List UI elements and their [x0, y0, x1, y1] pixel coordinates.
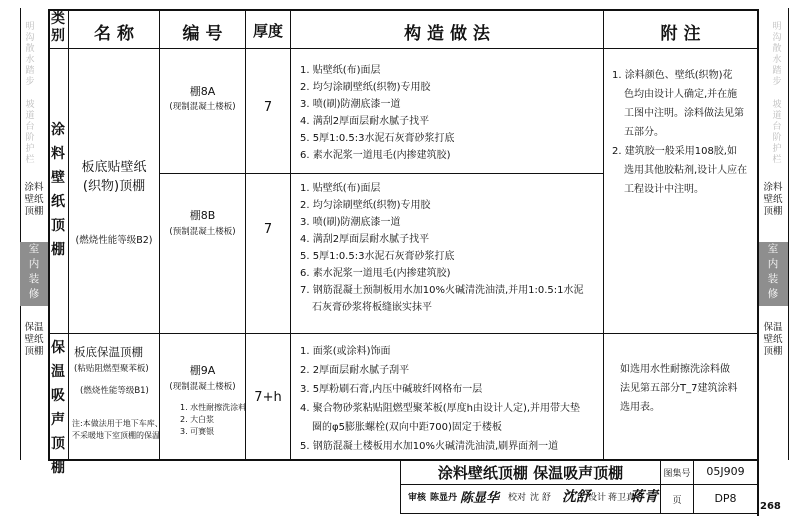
item-8a-thickness: 7 — [263, 100, 273, 115]
item-8b-code: 棚8B — [189, 209, 216, 222]
item-8b-code-sub: (预制混凝土楼板) — [169, 227, 236, 237]
header-method: 构 造 做 法 — [404, 24, 490, 44]
section2-name-note: 注:本做法用于地下车库、 不采暖地下室顶棚的保温 — [72, 419, 163, 440]
reviewer-name: 陈显丹 — [430, 493, 458, 503]
section2-name-sub1: (粘贴阻燃型聚苯板) — [74, 364, 149, 374]
item-8b-thickness: 7 — [263, 222, 273, 237]
item-8b-steps: 1. 贴壁纸(布)面层 2. 均匀涂刷壁纸(织物)专用胶 3. 喷(刷)防潮底漆一道 4. 满刮2厚面层耐水腻子找平 5. 5厚1:0.5:3水泥石灰膏砂浆打底 6. 素水泥浆一道甩毛(内掺建筑胶) 7. 钢筋混凝土预制板用水加10%火碱清洗油渍,并用1:0.5:1水泥 石灰膏砂浆将板缝嵌实抹平 — [300, 183, 584, 313]
left-tab-insulated-ceiling: 保温 壁纸 顶棚 — [24, 322, 44, 357]
right-tab-coated-ceiling: 涂料 壁纸 顶棚 — [763, 182, 783, 217]
page-label: 页 — [672, 496, 682, 506]
section2-name-sub2: (燃烧性能等级B1) — [80, 386, 149, 396]
section2-notes: 如选用水性耐擦洗涂料做 法见第五部分T_7建筑涂料 选用表。 — [620, 364, 738, 413]
item-9a-code: 棚9A — [189, 364, 216, 377]
section1-category: 涂 料 壁 纸 顶 棚 — [51, 122, 65, 258]
reviewer-signature: 陈显华 — [460, 491, 500, 506]
designer-name: 蒋卫真 — [608, 493, 636, 503]
checker-signature: 沈舒 — [562, 489, 590, 505]
right-tab-interior-finish: 室 内 装 修 — [758, 242, 788, 306]
section1-name-sub: (燃烧性能等级B2) — [75, 235, 153, 246]
drawing-title: 涂料壁纸顶棚 保温吸声顶棚 — [437, 464, 624, 482]
right-faded-tab-top: 明 沟 散 水 踏 步 — [772, 22, 782, 87]
page-code: DP8 — [714, 492, 737, 505]
section1-notes: 1. 涂料颜色、壁纸(织物)花 色均由设计人确定,并在施 工图中注明。涂料做法见第 五部分。 2. 建筑胶一般采用108胶,如 选用其他胶粘剂,设计人应在 工程设计中注明。 — [612, 70, 748, 195]
section2-name: 板底保温顶棚 — [74, 345, 143, 359]
section1-name: 板底贴壁纸 (织物)顶棚 — [81, 160, 147, 194]
right-faded-tab-mid: 坡 道 台 阶 护 栏 — [772, 100, 782, 165]
item-9a-code-list: 1. 水性耐擦洗涂料 2. 大白浆 3. 可赛银 — [180, 403, 247, 436]
left-tab-coated-ceiling: 涂料 壁纸 顶棚 — [24, 182, 44, 217]
section2-category: 保 温 吸 声 顶 棚 — [51, 340, 65, 476]
item-8a-code: 棚8A — [189, 85, 216, 98]
checker-name: 沈 舒 — [530, 493, 551, 503]
item-9a-code-sub: (现制混凝土楼板) — [169, 382, 236, 392]
atlas-label: 图集号 — [663, 469, 691, 479]
review-label: 审核 — [408, 493, 427, 503]
header-code: 编 号 — [182, 24, 223, 44]
header-name: 名 称 — [94, 24, 134, 44]
design-label: 设计 — [588, 493, 607, 503]
atlas-number: 05J909 — [706, 465, 745, 478]
item-9a-steps: 1. 面浆(或涂料)饰面 2. 2厚面层耐水腻子刮平 3. 5厚粉刷石膏,内压中碱玻纤网格布一层 4. 聚合物砂浆粘贴阻燃型聚苯板(厚度h由设计人定),并用带大垫 圈的φ5膨胀螺栓(双向中距700)固定于楼板 5. 钢筋混凝土楼板用水加10%火碱清洗油渍,刷界面剂一道 — [300, 346, 581, 452]
item-9a-thickness: 7+h — [254, 390, 282, 405]
check-label: 校对 — [508, 493, 527, 503]
left-faded-tab-top: 明 沟 散 水 踏 步 — [25, 22, 35, 87]
left-tab-interior-finish: 室 内 装 修 — [20, 242, 48, 306]
sheet-page-number: 268 — [760, 501, 781, 512]
header-category: 类别 — [51, 11, 65, 44]
right-tab-insulated-ceiling: 保温 壁纸 顶棚 — [763, 322, 783, 357]
designer-signature: 蒋青 — [630, 489, 658, 505]
header-notes: 附 注 — [660, 24, 701, 44]
header-thickness: 厚度 — [252, 22, 283, 40]
item-8a-code-sub: (现制混凝土楼板) — [169, 102, 236, 112]
left-faded-tab-mid: 坡 道 台 阶 护 栏 — [25, 100, 35, 165]
item-8a-steps: 1. 贴壁纸(布)面层 2. 均匀涂刷壁纸(织物)专用胶 3. 喷(刷)防潮底漆一道 4. 满刮2厚面层耐水腻子找平 5. 5厚1:0.5:3水泥石灰膏砂浆打底 6. 素水泥浆一道甩毛(内掺建筑胶) — [300, 65, 455, 161]
